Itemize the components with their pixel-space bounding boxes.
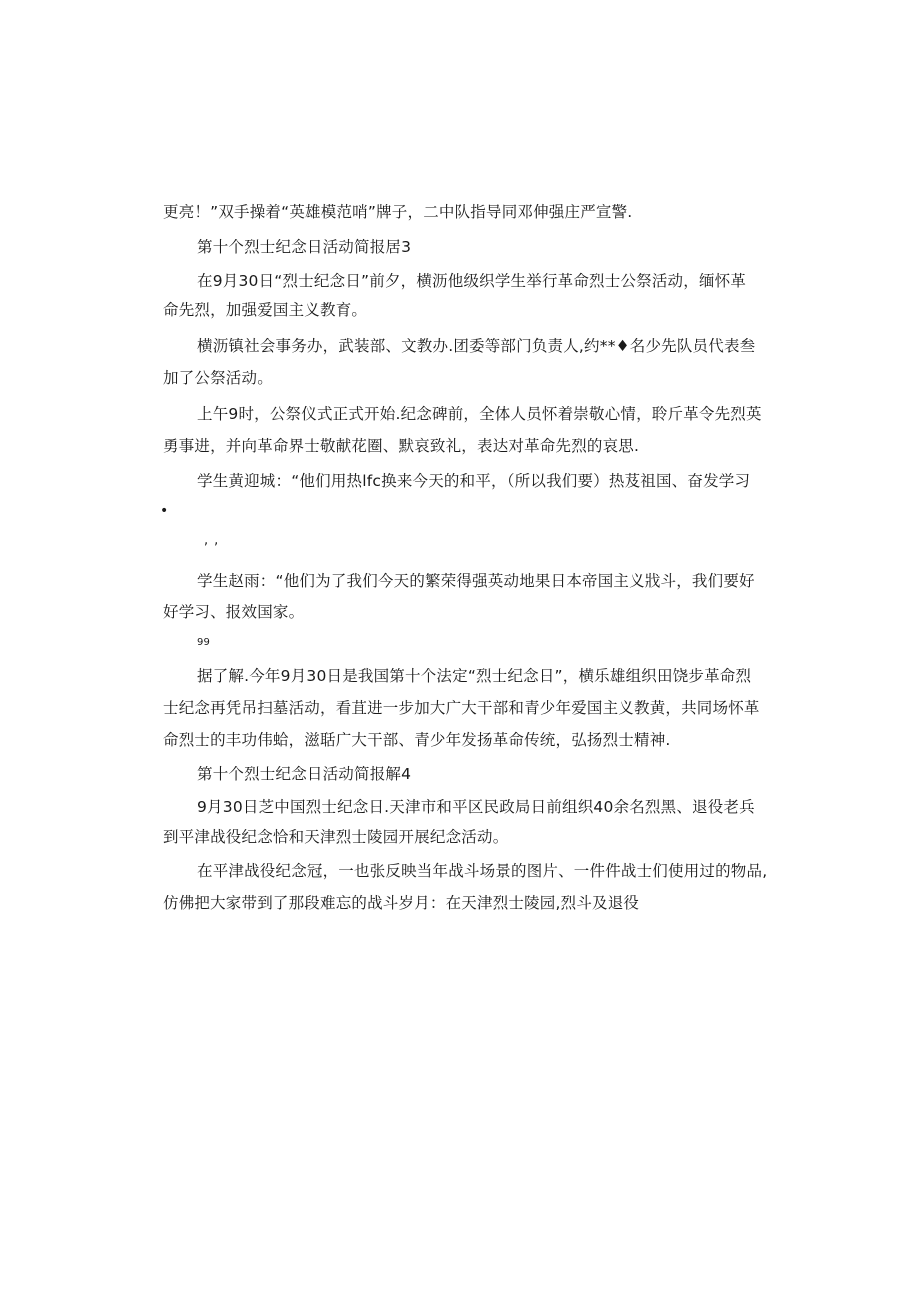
bullet-mark: • — [160, 503, 169, 519]
quote-mark: ,, — [204, 533, 225, 548]
text-line-continuation: 更亮！”双手操着“英雄模范哨”牌子，二中队指导同邓伸强庄严宣警. — [163, 203, 633, 221]
paragraph-line: 横沥镇社会事务办，武装部、文教办.团委等部门负责人,约**♦名少先队员代表叁 — [197, 337, 756, 355]
paragraph-line: 加了公祭活动。 — [163, 369, 273, 387]
paragraph-line: 上午9时，公祭仪式正式开始.纪念碑前，全体人员怀着崇敬心情，聆斤革令先烈英 — [197, 405, 762, 423]
paragraph-line: 士纪念再凭吊扫墓活动，看苴进一步加大广大干部和青少年爱国主义教黄，共同场怀革 — [163, 699, 760, 717]
paragraph-line: 勇事进，并向革命界士敬献花圈、默哀致礼，表达对革命先烈的哀思. — [163, 437, 640, 455]
paragraph-line: 学生赵雨：“他们为了我们今天的繁荣得强英动地果日本帝国主义戕斗，我们要好 — [197, 572, 755, 590]
paragraph-line: 好学习、报效国家。 — [163, 603, 305, 621]
section-heading-3: 第十个烈士纪念日活动简报居3 — [197, 238, 412, 256]
paragraph-line: 到平津战役纪念恰和天津烈士陵园开展纪念活动。 — [163, 828, 509, 846]
paragraph-line: 仿佛把大家带到了那段难忘的战斗岁月：在天津烈士陵园,烈斗及退役 — [163, 894, 640, 912]
paragraph-line: 命烈士的丰功伟蛤，滋聒广大干部、青少年发扬革命传统，弘扬烈士精神. — [163, 731, 671, 749]
paragraph-line: 据了解.今年9月30日是我国第十个法定“烈士纪念日”，横乐雄组织田饶步革命烈 — [197, 667, 752, 685]
quote-mark: 99 — [197, 637, 211, 648]
paragraph-line: 在平津战役纪念冠，一也张反映当年战斗场景的图片、一件件战士们使用过的物品, — [197, 862, 768, 880]
paragraph-line: 学生黄迎城：“他们用热lfc换来今天的和平，（所以我们要）热芨祖国、奋发学习 — [197, 472, 751, 490]
paragraph-line: 命先烈，加强爱国主义教育。 — [163, 301, 368, 319]
paragraph-line: 9月30日芝中国烈士纪念日.天津市和平区民政局日前组织40余名烈黑、退役老兵 — [197, 798, 755, 816]
section-heading-4: 第十个烈士纪念日活动简报解4 — [197, 765, 412, 783]
paragraph-line: 在9月30日“烈士纪念日”前夕，横沥他级织学生举行革命烈士公祭活动，缅怀革 — [197, 272, 747, 290]
